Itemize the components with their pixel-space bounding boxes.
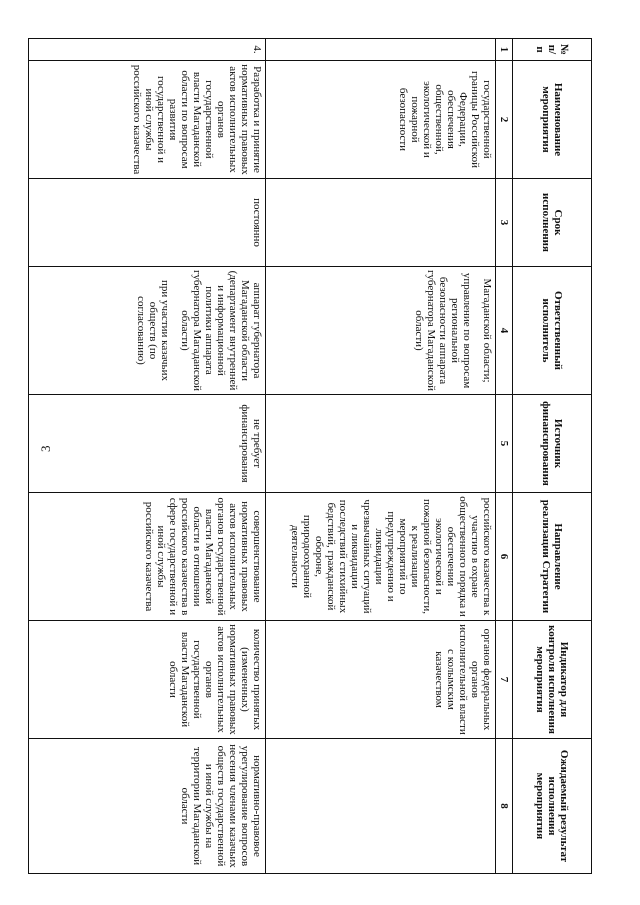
measures-table: [28, 38, 592, 874]
header-cell-indicator: Индикатор для контроля исполнения мероприятия: [513, 621, 592, 739]
cell-indicator: органов федеральных органов исполнительной власти с колымским казачеством: [266, 621, 496, 739]
table-row-continuation: [266, 39, 496, 874]
column-number-row: [496, 39, 513, 874]
cell-direction: совершенствование нормативных правовых актов исполнительных органов государственной власти Магаданской области в отношении российского казачества в сфере государственной и иной службы российского казачества: [29, 493, 266, 621]
executor-text-2: при участии казачьих обществ (по согласованию): [135, 280, 171, 381]
header-cell-result: Ожидаемый результат исполнения мероприятия: [513, 739, 592, 874]
header-cell-name: Наименование мероприятия: [513, 61, 592, 179]
cell-financing: не требует финансирования: [29, 395, 266, 493]
column-number: 3: [496, 179, 513, 267]
column-number: 6: [496, 493, 513, 621]
header-cell-term: Срок исполнения: [513, 179, 592, 267]
column-number: 7: [496, 621, 513, 739]
cell-executor: [29, 267, 266, 395]
cell-result: нормативно-правовое урегулирование вопросов несения членами казачьих обществ государственной и иной службы на территории Магаданской области: [29, 739, 266, 874]
cell-name: государственной границы Российской Федерации, обеспечения общественной, экологической и пожарной безопасности: [266, 61, 496, 179]
executor-gap: [171, 270, 179, 391]
header-row: [513, 39, 592, 874]
header-cell-executor: Ответственный исполнитель: [513, 267, 592, 395]
cell-term: постоянно: [29, 179, 266, 267]
column-number: 4: [496, 267, 513, 395]
column-number: 1: [496, 39, 513, 61]
header-cell-direction: Направление реализации Стратегии: [513, 493, 592, 621]
cell-indicator: количество принятых (измененных) нормативных правовых актов исполнительных органов государственной власти Магаданской области: [29, 621, 266, 739]
executor-text-2: управление по вопросам региональной безопасности аппарата губернатора Магаданской области): [413, 270, 473, 391]
cell-result: [266, 739, 496, 874]
executor-gap: [473, 270, 481, 391]
cell-term: [266, 179, 496, 267]
executor-text: аппарат губернатора Магаданской области (департамент внутренней и информационной политики аппарата губернатора Магаданской области): [179, 270, 263, 391]
column-number: 8: [496, 739, 513, 874]
column-number: 2: [496, 61, 513, 179]
column-number: 5: [496, 395, 513, 493]
cell-name: Разработка и принятие нормативных правовых актов исполнительных органов государственной власти Магаданской области по вопросам развития государственной и иной службы российского казачества: [29, 61, 266, 179]
cell-num: [266, 39, 496, 61]
cell-financing: [266, 395, 496, 493]
header-cell-num: № п/п: [513, 39, 592, 61]
table-row-4: [29, 39, 266, 874]
header-cell-financing: Источник финансирования: [513, 395, 592, 493]
executor-text: Магаданской области;: [481, 278, 493, 383]
cell-num: 4.: [29, 39, 266, 61]
page-number: 3: [38, 445, 53, 452]
cell-executor: [266, 267, 496, 395]
cell-direction: российского казачества к участию в охране общественного порядка и обеспечении экологической и пожарной безопасности, к реализации мероприятий по предупреждению и ликвидации чрезвычайных ситуаций и ликвидации последствий стихийных бедствий, гражданской обороне, природоохранной деятельности: [266, 493, 496, 621]
